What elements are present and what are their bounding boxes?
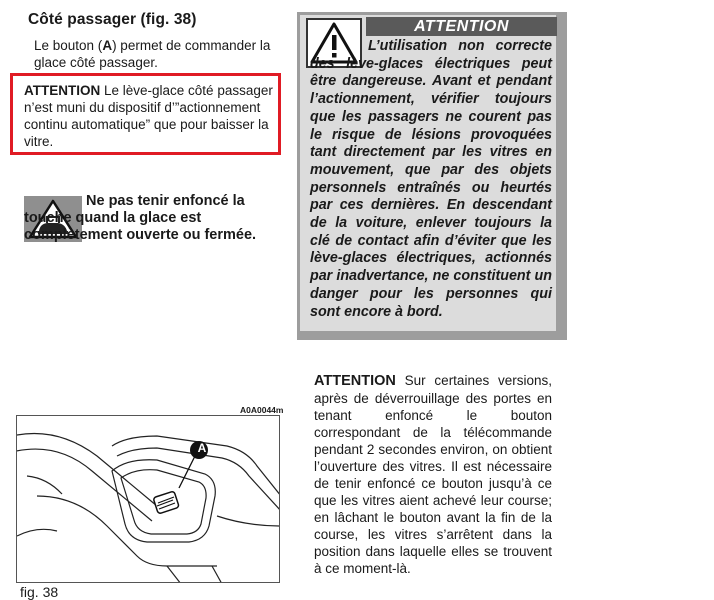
- warning-box-header: ATTENTION: [366, 17, 557, 36]
- note-body: Ne pas tenir enfoncé la touche quand la glace est complètement ouverte ou fermée.: [24, 193, 257, 243]
- figure-code: A0A0044m: [240, 405, 284, 415]
- figure-caption: fig. 38: [20, 584, 59, 600]
- button-key-label: A: [102, 38, 113, 53]
- door-panel-drawing: [17, 416, 280, 583]
- warning-box-body: L’utilisation non correcte des lève-glaces électriques peut être dangereuse. Avant et pendant l’actionnement, vérifier toujours que les passagers ne courent pas le risque de lésions provoquées tant directement par les vitres en mouvement, que par des objets personnels entraînés ou heurtés par ces dernières. En descendant de la voiture, enlever toujours la clé de contact afin d’éviter que les lève-glaces électriques, actionnés par inadvertance, ne constituent un danger pour les personnes qui sont encore à bord.: [310, 38, 552, 320]
- intro-post: ) permet de commander la glace côté passager.: [34, 38, 271, 70]
- callout-A: A: [197, 441, 207, 455]
- attention-keyword: ATTENTION: [24, 83, 101, 98]
- intro-paragraph: [34, 37, 274, 71]
- attention-boxed-text: [24, 82, 274, 150]
- note-text: [24, 193, 272, 244]
- attention-bottom-keyword: ATTENTION: [314, 373, 396, 389]
- attention-bottom-body: Sur certaines versions, après de déverrouillage des portes en tenant enfoncé le bouton correspondant de la télécommande pendant 2 secondes environ, on obtient l’ouverture des vitres. Il est nécessaire de tenir enfoncé ce bouton jusqu’à ce que les vitres aient achevé leur course; en lâchant le bouton avant la fin de la course, les vitres s’arrêtent dans la position dans laquelle elles se trouvent à ce moment-là.: [314, 373, 552, 576]
- warning-box-text: [310, 38, 552, 321]
- figure-38: [16, 415, 280, 583]
- attention-bottom-text: [314, 372, 552, 577]
- intro-pre: Le bouton (: [34, 38, 103, 53]
- section-title: Côté passager (fig. 38): [28, 11, 197, 28]
- attention-boxed-body: Le lève-glace côté passager n’est muni du dispositif d’”actionnement continu automatique” que pour baisser la vitre.: [24, 83, 273, 149]
